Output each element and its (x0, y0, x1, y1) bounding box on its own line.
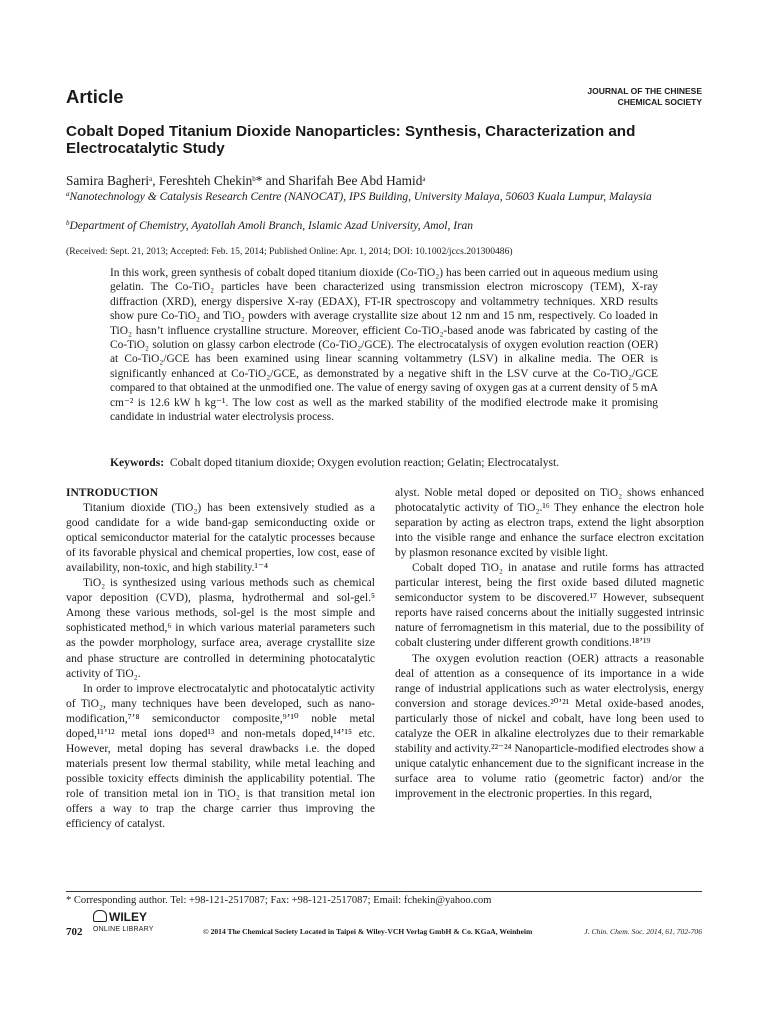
author-name: Sharifah Bee Abd Hamid (288, 173, 423, 188)
body-paragraph: In order to improve electrocatalytic and photocatalytic activity of TiO₂, many techniques have been developed, such as nano-modification,⁷ʼ⁸ semiconductor composite,⁹ʼ¹⁰ noble metal doped,¹¹ʼ¹² metal ions doped¹³ and non-metals doped,¹⁴ʼ¹⁵ etc. However, metal doping has several drawbacks i.e. the doped materials present low thermal stability, while metal leaching and possible toxicity effects diminish the applicability potential. The role of transition metal ion in TiO₂ is that transition metal ion offers a way to trap the charge carrier thus improving the efficiency of catalyst. (66, 682, 375, 831)
wiley-logo-text: WILEY (109, 910, 147, 924)
keywords-text: Cobalt doped titanium dioxide; Oxygen evolution reaction; Gelatin; Electrocatalyst. (169, 456, 560, 469)
journal-name-line2: CHEMICAL SOCIETY (617, 96, 702, 107)
section-heading-introduction: INTRODUCTION (66, 487, 159, 499)
abstract: In this work, green synthesis of cobalt doped titanium dioxide (Co-TiO₂) has been carried out in aqueous medium using gelatin. The Co-TiO₂ particles have been characterized using transmission electron microscopy (TEM), X-ray diffraction (XRD), energy dispersive X-ray (EDAX), FT-IR spectroscopy and voltammetry techniques. XRD results show pure Co-TiO₂ and TiO₂ powders with average crystallite size about 12 nm and 15 nm, respectively. Co loaded in TiO₂ hasn’t influence crystalline structure. Moreover, efficient Co-TiO₂-based anode was fabricated by casting of the Co-TiO₂ solution on glassy carbon electrode (Co-TiO₂/GCE). The electrocatalysis of oxygen evolution reaction (OER) at Co-TiO₂/GCE has been examined using linear scanning voltammetry (LSV) in alkaline media. The OER is significantly enhanced at Co-TiO₂/GCE, as demonstrated by a negative shift in the LSV curve at the Co-TiO₂/GCE compared to that obtained at the unmodified one. The value of energy saving of oxygen gas at a current density of 5 mA cm⁻² is 12.6 kW h kg⁻¹. The low cost as well as the marked stability of the modified electrode make it promising candidate in industrial water electrolysis process. (110, 267, 658, 424)
affiliation-text: Nanotechnology & Catalysis Research Centre (NANOCAT), IPS Building, University Malaya, 50603 Kuala Lumpur, Malaysia (69, 191, 652, 203)
copyright-notice: © 2014 The Chemical Society Located in Taipei & Wiley-VCH Verlag GmbH & Co. KGaA, Weinheim (203, 927, 533, 936)
publication-dates: (Received: Sept. 21, 2013; Accepted: Feb. 15, 2014; Published Online: Apr. 1, 2014; DOI: 10.1002/jccs.201300486) (66, 246, 513, 257)
affiliation-text: Department of Chemistry, Ayatollah Amoli Branch, Islamic Azad University, Amol, Iran (69, 220, 474, 232)
affiliation-marker: b (66, 219, 70, 227)
affiliation-marker: a (66, 190, 70, 198)
author-affil-marker: a (149, 175, 153, 183)
author-affil-marker: a (422, 175, 426, 183)
journal-name (502, 86, 702, 107)
journal-citation: J. Chin. Chem. Soc. 2014, 61, 702-706 (584, 927, 702, 936)
author-separator: , (152, 173, 159, 188)
corresponding-author-footnote: * Corresponding author. Tel: +98-121-2517087; Fax: +98-121-2517087; Email: fchekin@yahoo.com (66, 895, 492, 906)
body-paragraph: TiO₂ is synthesized using various methods such as chemical vapor deposition (CVD), plasma, hydrothermal and sol-gel.⁵ Among these various methods, sol-gel is the most simple and sophisticated method,⁶ in which various material parameters such as the powder morphology, surface area, average crystallite size and phase structure are controlled in determining photocatalytic activity of TiO₂. (66, 577, 375, 680)
journal-name-line1: JOURNAL OF THE CHINESE (587, 86, 702, 96)
body-paragraph: alyst. Noble metal doped or deposited on TiO₂ shows enhanced photocatalytic activity of TiO₂.¹⁶ They enhance the electron hole separation by acting as electron traps, extend the light absorption into the visible range and enhance the surface electron excitation by plasmon resonance excited by visible light. (395, 487, 704, 560)
body-paragraph: Cobalt doped TiO₂ in anatase and rutile forms has attracted particular interest, being the first oxide based diluted magnetic semiconductor system to be discovered.¹⁷ However, subsequent reports have raised concerns about the initially suggested intrinsic nature of ferromagnetism in this material, due to the possibility of cobalt clustering under different growth conditions.¹⁸ʼ¹⁹ (395, 562, 704, 650)
body-paragraph: Titanium dioxide (TiO₂) has been extensively studied as a good candidate for a wide band-gap semiconducting oxide or optical semiconductor material for the catalytic processes because of its favorable physical and chemical properties, low cost, ease of availability, non-toxic, and high stability.¹⁻⁴ (66, 502, 375, 575)
article-type-label: Article (66, 86, 124, 107)
wiley-logo (93, 910, 147, 924)
author-separator: * and (255, 173, 289, 188)
keywords-label: Keywords: (110, 456, 165, 469)
footnote-divider (66, 891, 702, 892)
body-paragraph: The oxygen evolution reaction (OER) attracts a reasonable deal of attention as a consequence of its importance in a wide range of industrial applications such as water electrolysis, energy conversion and storage devices.²⁰ʼ²¹ Metal oxide-based anodes, particularly those of nickel and cobalt, have long been used to catalyze the OER in alkaline electrolyzes due to their remarkable stability and activity.²²⁻²⁴ Nanoparticle-modified electrodes show a unique catalytic enhancement due to the significant increase in the surface area to volume ratio (geometric factor) and/or the improvement in the electronic properties. In this regard, (395, 652, 704, 800)
author-name: Samira Bagheri (66, 173, 150, 188)
keywords (110, 456, 670, 469)
left-column (66, 486, 375, 832)
wiley-online-library: ONLINE LIBRARY (93, 926, 154, 933)
paper-title: Cobalt Doped Titanium Dioxide Nanoparticles: Synthesis, Characterization and Electrocatalytic Study (66, 123, 636, 157)
author-affil-marker: b (252, 175, 256, 183)
page-number: 702 (66, 926, 83, 938)
wiley-logo-icon (93, 910, 107, 922)
affiliation-b (66, 219, 706, 234)
author-name: Fereshteh Chekin (158, 173, 253, 188)
right-column (395, 486, 704, 802)
author-list (66, 173, 706, 189)
affiliation-a (66, 190, 706, 205)
